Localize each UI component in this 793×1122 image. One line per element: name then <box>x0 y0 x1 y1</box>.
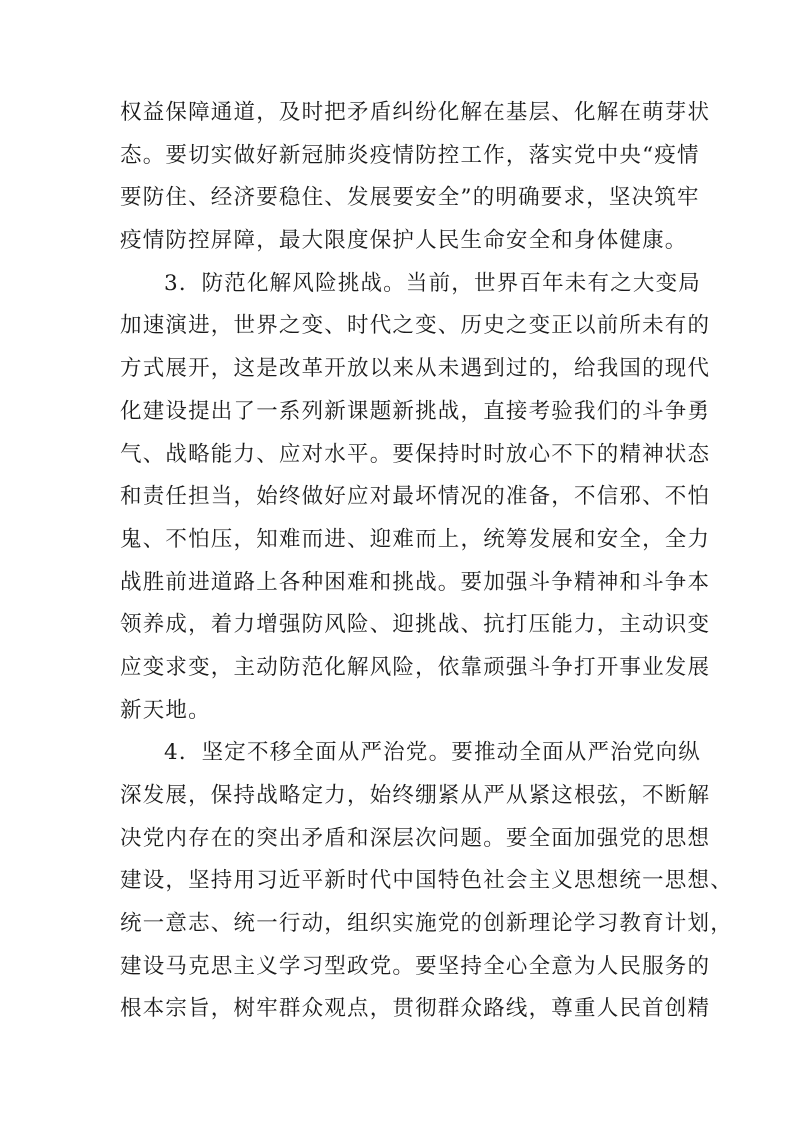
text-line: 化建设提出了一系列新课题新挑战，直接考验我们的斗争勇 <box>120 398 711 424</box>
text-line: 态。要切实做好新冠肺炎疫情防控工作，落实党中央“疫情 <box>120 142 700 168</box>
text-line: 深发展，保持战略定力，始终绷紧从严从紧这根弦，不断解 <box>120 783 711 808</box>
text-line: 领养成，着力增强防风险、迎挑战、抗打压能力，主动识变 <box>120 612 711 638</box>
text-line: 要防住、经济要稳住、发展要安全”的明确要求，坚决筑牢 <box>120 185 700 211</box>
section-heading-line: 3．防范化解风险挑战。当前，世界百年未有之大变局 <box>164 270 701 296</box>
text-line: 决党内存在的突出矛盾和深层次问题。要全面加强党的思想 <box>120 825 711 851</box>
text-line: 应变求变，主动防范化解风险，依靠顽强斗争打开事业发展 <box>120 654 711 680</box>
text-line: 鬼、不怕压，知难而进、迎难而上，统筹发展和安全，全力 <box>120 526 711 552</box>
body-text <box>120 92 733 1031</box>
text-line: 战胜前进道路上各种困难和挑战。要加强斗争精神和斗争本 <box>120 569 711 595</box>
text-line: 建设，坚持用习近平新时代中国特色社会主义思想统一思想、 <box>120 868 733 894</box>
text-line: 疫情防控屏障，最大限度保护人民生命安全和身体健康。 <box>120 228 688 254</box>
text-line: 新天地。 <box>120 697 211 723</box>
text-line: 和责任担当，始终做好应对最坏情况的准备，不信邪、不怕 <box>120 484 711 510</box>
text-line: 加速演进，世界之变、时代之变、历史之变正以前所未有的 <box>120 313 711 339</box>
text-line: 气、战略能力、应对水平。要保持时时放心不下的精神状态 <box>120 441 711 467</box>
text-line: 建设马克思主义学习型政党。要坚持全心全意为人民服务的 <box>120 953 711 979</box>
text-line: 统一意志、统一行动，组织实施党的创新理论学习教育计划， <box>120 911 733 937</box>
text-line: 方式展开，这是改革开放以来从未遇到过的，给我国的现代 <box>120 356 711 382</box>
text-line: 权益保障通道，及时把矛盾纠纷化解在基层、化解在萌芽状 <box>120 100 711 125</box>
section-heading-line: 4．坚定不移全面从严治党。要推动全面从严治党向纵 <box>164 740 701 766</box>
text-line: 根本宗旨，树牢群众观点，贯彻群众路线，尊重人民首创精 <box>120 996 711 1022</box>
